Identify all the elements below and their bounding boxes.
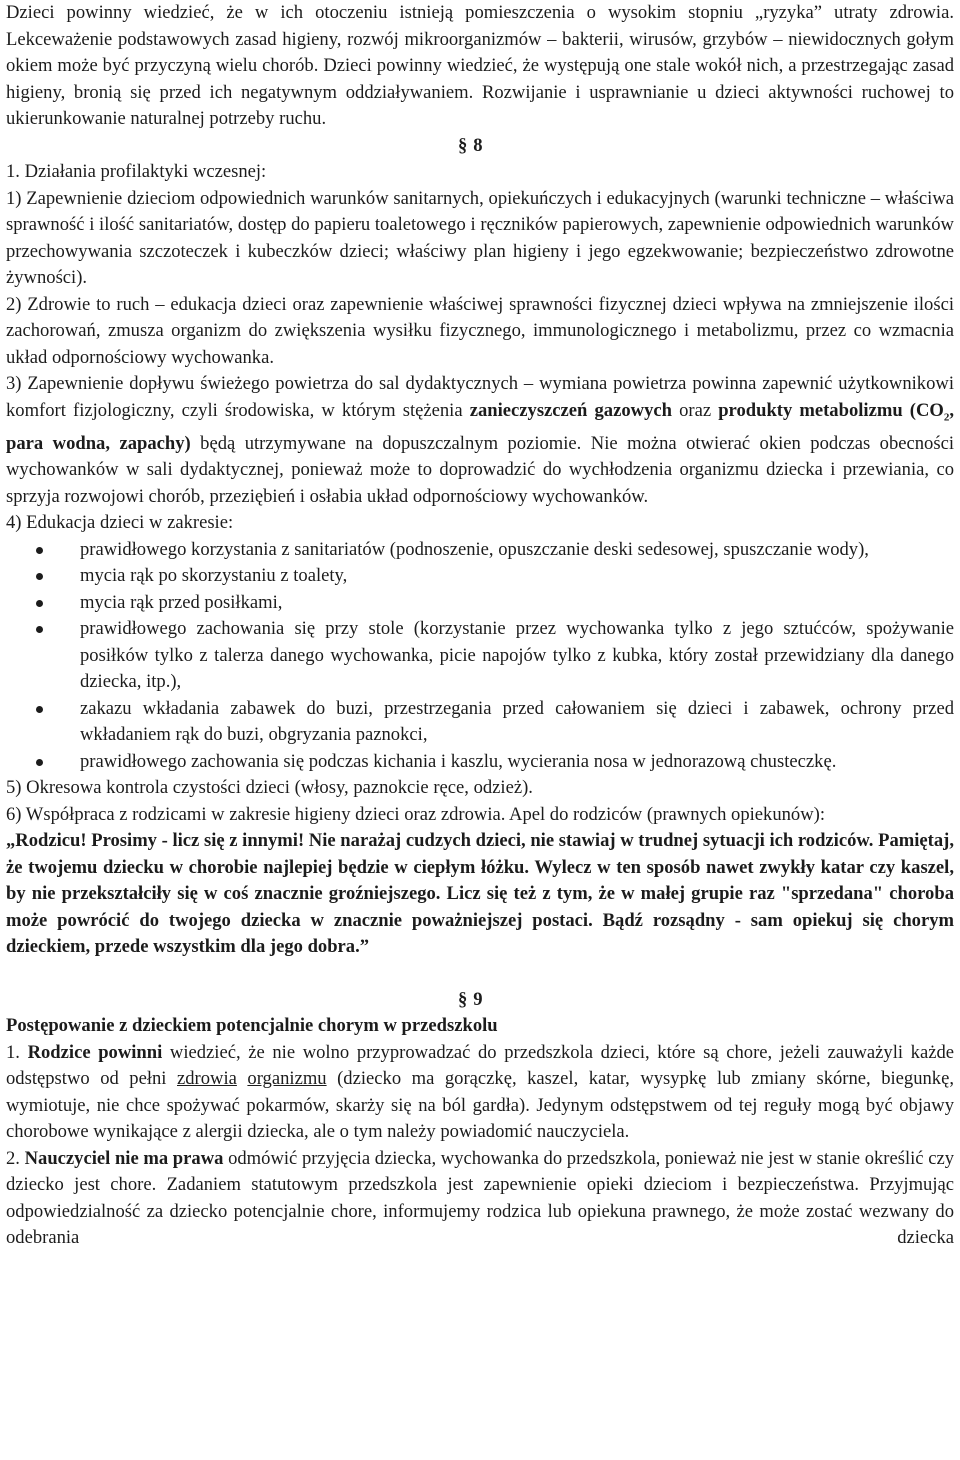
paragraph-text: wiedzieć, że nie wolno przyprowadzać do przedszkola dzieci, które są chore, jeżeli zauważyli każde odstępstwo od pełni [6, 1041, 955, 1090]
bold-lead: Nauczyciel nie ma prawa [24, 1147, 224, 1169]
intro-paragraph: Dzieci powinny wiedzieć, że w ich otoczeniu istnieją pomieszczenia o wysokim stopniu „ryzyka” utraty zdrowia. Lekceważenie podstawowych zasad higieny, rozwój mikroorganizmów – bakterii, wirusów, grzybów – niewidocznych gołym okiem może być przyczyną wielu chorób. Dzieci powinny wiedzieć, że występują one stale wokół nich, a przestrzegając zasad higieny, bronią się przed ich negatywnym oddziaływaniem. Rozwijanie i usprawnianie u dzieci aktywności ruchowej to ukierunkowanie naturalnej potrzeby ruchu. [6, 2, 954, 129]
item-1: 1) Zapewnienie dzieciom odpowiednich warunków sanitarnych, opiekuńczych i edukacyjnych (warunki techniczne – właściwa sprawność i ilość sanitariatów, dostęp do papieru toaletowego i ręczników papierowych, zapewnienie odpowiednich warunków przechowywania szczoteczek i kubeczków dzieci; właściwy plan higieny i jego egzekwowanie; bezpieczeństwo zdrowotne żywności). [6, 187, 954, 288]
list-item: prawidłowego zachowania się podczas kichania i kaszlu, wycierania nosa w jednorazową chusteczkę. [6, 749, 954, 776]
education-bullet-list [6, 537, 954, 776]
section-9-heading [458, 987, 954, 1014]
paragraph-text: odmówić przyjęcia dziecka, wychowanka do przedszkola, ponieważ nie jest w stanie określić czy dziecko jest chore. Zadaniem statutowym przedszkola jest zapewnienie opieki dzieciom i bezpieczeństwa. Przyjmując odpowiedzialność za dziecko potencjalnie chore, informujemy rodzica lub opiekuna prawnego, że może zostać wezwany do odebrania dziecka [6, 1147, 955, 1249]
paragraph-number: 1. [6, 1041, 28, 1063]
section-8-heading [458, 133, 954, 160]
item-6: 6) Współpraca z rodzicami w zakresie higieny dzieci oraz zdrowia. Apel do rodziców (prawnych opiekunów): [6, 803, 826, 825]
section-number: 9 [473, 988, 483, 1010]
section-number: 8 [473, 134, 483, 156]
space [237, 1068, 248, 1089]
section-8-subheading: 1. Działania profilaktyki wczesnej: [6, 161, 267, 182]
section-9-title: Postępowanie z dzieckiem potencjalnie chorym w przedszkolu [6, 1015, 498, 1037]
section-9-paragraph-2 [6, 1146, 954, 1252]
parents-appeal: „Rodzicu! Prosimy - licz się z innymi! Nie narażaj cudzych dzieci, nie stawiaj w trudnej sytuacji ich rodziców. Pamiętaj, że twojemu dziecku w chorobie najlepiej będzie w ciepłym łóżku. Wylecz w ten sposób nawet zwykły katar czy kaszel, by nie przekształciły się w coś znacznie groźniejszego. Licz się też z tym, że w małej grupie raz "sprzedana" choroba może powrócić do twojego dziecka w znacznie poważniejszej postaci. Bądź rozsądny - sam opiekuj się chorym dzieckiem, przede wszystkim dla jego dobra.” [6, 830, 954, 958]
section-9-paragraph-1 [6, 1040, 954, 1146]
paragraph-text: (dziecko ma gorączkę, kaszel, katar, wysypkę lub zmiany skórne, biegunkę, wymiotuje, nie chce spożywać pokarmów, skarży się na ból gardła). Jedynym odstępstwem od tej reguły mogą być objawy chorobowe wynikające z alergii dziecka, ale o tym należy powiadomić nauczyciela. [6, 1068, 954, 1143]
item-5: 5) Okresowa kontrola czystości dzieci (włosy, paznokcie ręce, odzież). [6, 777, 533, 799]
section-sign: § [458, 988, 468, 1010]
paragraph-number: 2. [6, 1147, 25, 1169]
list-item: mycia rąk po skorzystaniu z toalety, [6, 563, 954, 590]
spacer [6, 961, 954, 987]
item-3-bold-metabolism: produkty metabolizmu (CO [718, 399, 944, 421]
link-organizmu[interactable]: organizmu [247, 1068, 327, 1090]
item-3-bold-pollutants: zanieczyszczeń gazowych [469, 399, 672, 421]
list-item: prawidłowego korzystania z sanitariatów (podnoszenie, opuszczanie deski sedesowej, spuszczanie wody), [6, 537, 954, 564]
item-3-subscript: 2 [943, 411, 950, 424]
item-3-bold-tail: , para wodna, zapachy) [6, 399, 955, 454]
item-3-text-d: będą utrzymywane na dopuszczalnym poziomie. Nie można otwierać okien podczas obecności wychowanków w sali dydaktycznej, ponieważ może to doprowadzić do wychłodzenia organizmu dziecka i przewiania, co sprzyja rozwojowi chorób, przeziębień i osłabia układ odpornościowy wychowanków. [6, 432, 954, 507]
item-2: 2) Zdrowie to ruch – edukacja dzieci oraz zapewnienie właściwej sprawności fizycznej dzieci wpływa na zmniejszenie ilości zachorowań, zmusza organizm do zwiększenia wysiłku fizycznego, immunologicznego i metabolizmu, przez co wzmacnia układ odpornościowy wychowanka. [6, 293, 954, 368]
item-3-text-a: 3) Zapewnienie dopływu świeżego powietrza do sal dydaktycznych – wymiana powietrza powinna zapewnić użytkownikowi komfort fizjologiczny, czyli środowiska, w którym stężenia [6, 373, 954, 421]
list-item: mycia rąk przed posiłkami, [6, 590, 954, 617]
section-sign: § [458, 134, 468, 156]
bold-lead: Rodzice powinni [27, 1041, 163, 1063]
link-zdrowia[interactable]: zdrowia [177, 1068, 237, 1090]
item-3 [6, 371, 954, 510]
list-item: zakazu wkładania zabawek do buzi, przestrzegania przed całowaniem się dzieci i zabawek, ochrony przed wkładaniem rąk do buzi, obgryzania paznokci, [6, 696, 954, 749]
item-4: 4) Edukacja dzieci w zakresie: [6, 512, 234, 534]
list-item: prawidłowego zachowania się przy stole (korzystanie przez wychowanka tylko z jego sztućców, spożywanie posiłków tylko z talerza danego wychowanka, picie napojów tylko z kubka, który został przewidziany dla danego dziecka, itp.), [6, 616, 954, 696]
item-3-text-c: oraz [671, 399, 719, 421]
